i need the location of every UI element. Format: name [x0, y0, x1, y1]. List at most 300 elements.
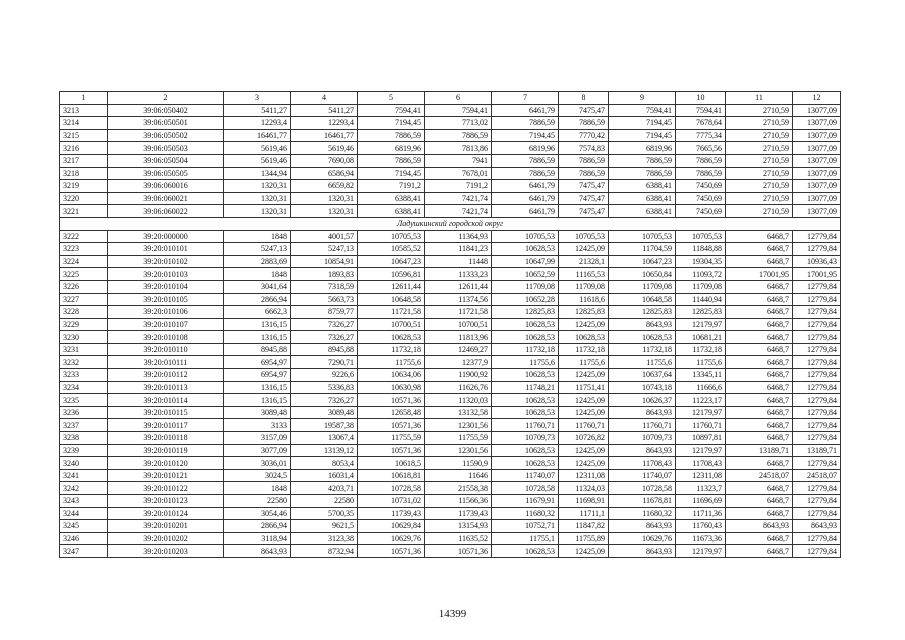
table-cell: 10728,58: [492, 482, 559, 495]
table-cell: 10618,81: [358, 469, 425, 482]
table-cell: 13077,09: [793, 180, 841, 193]
table-cell: 12779,84: [793, 495, 841, 508]
table-cell: 39:20:010105: [108, 293, 224, 306]
table-cell: 11440,94: [676, 293, 726, 306]
table-cell: 7886,59: [358, 154, 425, 167]
table-cell: 10897,81: [676, 432, 726, 445]
column-header: 10: [676, 92, 726, 105]
table-cell: 24518,07: [793, 469, 841, 482]
table-cell: 11618,6: [559, 293, 609, 306]
table-cell: 39:20:010104: [108, 280, 224, 293]
table-cell: 10618,5: [358, 457, 425, 470]
table-cell: 10681,21: [676, 331, 726, 344]
table-cell: 10648,58: [358, 293, 425, 306]
table-cell: 9621,5: [291, 520, 358, 533]
table-cell: 12779,84: [793, 331, 841, 344]
table-cell: 3236: [60, 406, 108, 419]
table-cell: 12179,97: [676, 545, 726, 558]
table-cell: 11755,89: [559, 532, 609, 545]
table-cell: 6468,7: [726, 482, 793, 495]
table-cell: 39:20:010202: [108, 532, 224, 545]
table-cell: 7475,47: [559, 192, 609, 205]
column-header: 5: [358, 92, 425, 105]
table-cell: 6461,79: [492, 192, 559, 205]
table-cell: 2710,59: [726, 154, 793, 167]
table-cell: 11755,59: [358, 432, 425, 445]
table-row: [60, 507, 841, 520]
table-cell: 11709,08: [559, 280, 609, 293]
table-cell: 10629,76: [609, 532, 676, 545]
table-cell: 8643,93: [609, 318, 676, 331]
table-cell: 6468,7: [726, 243, 793, 256]
table-cell: 11680,32: [609, 507, 676, 520]
table-cell: 11848,88: [676, 243, 726, 256]
table-cell: 2710,59: [726, 205, 793, 218]
section-row: [60, 217, 841, 230]
table-cell: 13077,09: [793, 117, 841, 130]
table-cell: 7194,45: [609, 129, 676, 142]
table-cell: 6388,41: [358, 192, 425, 205]
table-cell: 11755,6: [358, 356, 425, 369]
table-cell: 39:06:050502: [108, 129, 224, 142]
table-cell: 7421,74: [425, 192, 492, 205]
table-cell: 39:20:010203: [108, 545, 224, 558]
table-cell: 3223: [60, 243, 108, 256]
table-cell: 12301,56: [425, 419, 492, 432]
table-cell: 7813,86: [425, 142, 492, 155]
table-cell: 11374,56: [425, 293, 492, 306]
table-cell: 8945,88: [224, 343, 291, 356]
table-cell: 7886,59: [609, 167, 676, 180]
table-cell: 3229: [60, 318, 108, 331]
table-cell: 11721,58: [358, 306, 425, 319]
table-cell: 10629,84: [358, 520, 425, 533]
table-cell: 10628,53: [492, 457, 559, 470]
table-cell: 12779,84: [793, 545, 841, 558]
table-cell: 11324,03: [559, 482, 609, 495]
table-cell: 1320,31: [224, 205, 291, 218]
table-cell: 39:20:010114: [108, 394, 224, 407]
table-cell: 3220: [60, 192, 108, 205]
table-cell: 11739,43: [425, 507, 492, 520]
column-header: 8: [559, 92, 609, 105]
table-cell: 6461,79: [492, 104, 559, 117]
column-header: 3: [224, 92, 291, 105]
table-row: [60, 444, 841, 457]
table-cell: 7475,47: [559, 180, 609, 193]
table-row: [60, 104, 841, 117]
table-cell: 7594,41: [609, 104, 676, 117]
table-cell: 11333,23: [425, 268, 492, 281]
table-cell: 7770,42: [559, 129, 609, 142]
table-cell: 11841,23: [425, 243, 492, 256]
table-cell: 10726,82: [559, 432, 609, 445]
table-cell: 39:06:060016: [108, 180, 224, 193]
table-cell: 39:20:010123: [108, 495, 224, 508]
table-cell: 7678,01: [425, 167, 492, 180]
table-cell: 12779,84: [793, 293, 841, 306]
table-cell: 11646: [425, 469, 492, 482]
table-cell: 3233: [60, 369, 108, 382]
table-cell: 39:20:010107: [108, 318, 224, 331]
table-cell: 8945,88: [291, 343, 358, 356]
table-cell: 10628,53: [492, 243, 559, 256]
table-cell: 7450,69: [676, 180, 726, 193]
section-title: Ладушкинский городской округ: [60, 217, 841, 230]
table-cell: 3036,01: [224, 457, 291, 470]
table-cell: 10743,18: [609, 381, 676, 394]
table-cell: 12293,4: [224, 117, 291, 130]
table-cell: 12611,44: [358, 280, 425, 293]
table-cell: 6468,7: [726, 507, 793, 520]
table-cell: 2883,69: [224, 255, 291, 268]
table-cell: 6388,41: [609, 205, 676, 218]
table-cell: 12779,84: [793, 482, 841, 495]
column-header: 7: [492, 92, 559, 105]
table-cell: 11732,18: [676, 343, 726, 356]
table-cell: 6461,79: [492, 205, 559, 218]
table-cell: 1848: [224, 268, 291, 281]
table-cell: 7326,27: [291, 318, 358, 331]
table-cell: 12425,09: [559, 457, 609, 470]
table-cell: 6468,7: [726, 457, 793, 470]
table-cell: 7941: [425, 154, 492, 167]
table-row: [60, 381, 841, 394]
table-cell: 11760,43: [676, 520, 726, 533]
table-cell: 3239: [60, 444, 108, 457]
table-cell: 5663,73: [291, 293, 358, 306]
table-cell: 11755,6: [609, 356, 676, 369]
table-cell: 7775,34: [676, 129, 726, 142]
table-cell: 11760,71: [492, 419, 559, 432]
table-cell: 11323,7: [676, 482, 726, 495]
table-cell: 1848: [224, 230, 291, 243]
table-cell: 11709,08: [492, 280, 559, 293]
table-cell: 6954,97: [224, 369, 291, 382]
table-cell: 10728,58: [609, 482, 676, 495]
column-header: 1: [60, 92, 108, 105]
table-cell: 7886,59: [676, 154, 726, 167]
table-cell: 6468,7: [726, 532, 793, 545]
table-cell: 10705,53: [358, 230, 425, 243]
table-cell: 11165,53: [559, 268, 609, 281]
table-cell: 7886,59: [492, 154, 559, 167]
table-cell: 3228: [60, 306, 108, 319]
table-cell: 11711,1: [559, 507, 609, 520]
table-cell: 5619,46: [224, 154, 291, 167]
table-cell: 3246: [60, 532, 108, 545]
table-cell: 3221: [60, 205, 108, 218]
table-cell: 12779,84: [793, 306, 841, 319]
table-cell: 10628,53: [492, 318, 559, 331]
table-cell: 6468,7: [726, 230, 793, 243]
table-cell: 2710,59: [726, 180, 793, 193]
table-cell: 12425,09: [559, 369, 609, 382]
table-cell: 16461,77: [224, 129, 291, 142]
table-cell: 39:20:010201: [108, 520, 224, 533]
table-cell: 39:06:050505: [108, 167, 224, 180]
table-cell: 12779,84: [793, 532, 841, 545]
table-cell: 12779,84: [793, 419, 841, 432]
table-cell: 16031,4: [291, 469, 358, 482]
table-cell: 7326,27: [291, 394, 358, 407]
table-cell: 11708,43: [609, 457, 676, 470]
table-cell: 39:20:010111: [108, 356, 224, 369]
table-cell: 8643,93: [793, 520, 841, 533]
table-cell: 39:06:050402: [108, 104, 224, 117]
table-cell: 3214: [60, 117, 108, 130]
table-cell: 10728,58: [358, 482, 425, 495]
table-cell: 24518,07: [726, 469, 793, 482]
table-cell: 6468,7: [726, 306, 793, 319]
table-cell: 2710,59: [726, 167, 793, 180]
table-cell: 10628,53: [559, 331, 609, 344]
table-cell: 10571,36: [358, 419, 425, 432]
table-cell: 3234: [60, 381, 108, 394]
column-header: 12: [793, 92, 841, 105]
table-cell: 5619,46: [224, 142, 291, 155]
table-cell: 11709,08: [609, 280, 676, 293]
table-cell: 11847,82: [559, 520, 609, 533]
table-cell: 1344,94: [224, 167, 291, 180]
table-cell: 13345,11: [676, 369, 726, 382]
table-cell: 7665,56: [676, 142, 726, 155]
table-cell: 8643,93: [224, 545, 291, 558]
table-cell: 39:20:010118: [108, 432, 224, 445]
table-cell: 3133: [224, 419, 291, 432]
header-row: [60, 92, 841, 105]
table-cell: 39:06:060021: [108, 192, 224, 205]
table-cell: 39:20:010113: [108, 381, 224, 394]
table-cell: 10628,53: [492, 444, 559, 457]
table-cell: 12611,44: [425, 280, 492, 293]
table-cell: 10705,53: [676, 230, 726, 243]
table-cell: 6468,7: [726, 495, 793, 508]
table-cell: 10650,84: [609, 268, 676, 281]
table-row: [60, 318, 841, 331]
table-cell: 8732,94: [291, 545, 358, 558]
page-number: 14399: [438, 608, 467, 620]
table-cell: 12779,84: [793, 432, 841, 445]
table-cell: 10705,53: [492, 230, 559, 243]
table-cell: 12779,84: [793, 369, 841, 382]
table-cell: 12779,84: [793, 230, 841, 243]
table-cell: 5336,83: [291, 381, 358, 394]
table-cell: 13077,09: [793, 192, 841, 205]
table-cell: 6468,7: [726, 381, 793, 394]
table-row: [60, 117, 841, 130]
table-cell: 39:20:010115: [108, 406, 224, 419]
table-cell: 6468,7: [726, 280, 793, 293]
table-cell: 39:20:010108: [108, 331, 224, 344]
table-cell: 7886,59: [559, 154, 609, 167]
table-cell: 1320,31: [291, 192, 358, 205]
table-cell: 3247: [60, 545, 108, 558]
table-cell: 6468,7: [726, 432, 793, 445]
column-header: 4: [291, 92, 358, 105]
table-cell: 12301,56: [425, 444, 492, 457]
table-cell: 6819,96: [492, 142, 559, 155]
table-cell: 39:20:010110: [108, 343, 224, 356]
table-cell: 11755,6: [492, 356, 559, 369]
table-cell: 11755,6: [676, 356, 726, 369]
table-cell: 39:06:050504: [108, 154, 224, 167]
table-cell: 7318,59: [291, 280, 358, 293]
table-cell: 10652,28: [492, 293, 559, 306]
table-row: [60, 154, 841, 167]
table-cell: 6468,7: [726, 318, 793, 331]
table-cell: 2710,59: [726, 192, 793, 205]
table-cell: 39:20:010101: [108, 243, 224, 256]
table-cell: 10700,51: [358, 318, 425, 331]
table-cell: 12311,08: [676, 469, 726, 482]
table-cell: 12825,83: [609, 306, 676, 319]
table-cell: 1316,15: [224, 394, 291, 407]
table-cell: 3218: [60, 167, 108, 180]
table-cell: 10628,53: [492, 406, 559, 419]
table-cell: 10628,53: [492, 394, 559, 407]
table-cell: 13139,12: [291, 444, 358, 457]
table-cell: 13132,58: [425, 406, 492, 419]
table-row: [60, 356, 841, 369]
table-cell: 11760,71: [559, 419, 609, 432]
table-cell: 11732,18: [609, 343, 676, 356]
table-cell: 7450,69: [676, 205, 726, 218]
table-cell: 11626,76: [425, 381, 492, 394]
table-cell: 12825,83: [492, 306, 559, 319]
table-cell: 7690,08: [291, 154, 358, 167]
table-cell: 11751,41: [559, 381, 609, 394]
table-cell: 1320,31: [224, 192, 291, 205]
table-cell: 12825,83: [559, 306, 609, 319]
table-cell: 6468,7: [726, 356, 793, 369]
table-cell: 3222: [60, 230, 108, 243]
table-row: [60, 394, 841, 407]
table-cell: 2710,59: [726, 129, 793, 142]
table-cell: 6468,7: [726, 545, 793, 558]
table-cell: 13189,71: [793, 444, 841, 457]
table-cell: 7194,45: [492, 129, 559, 142]
table-cell: 3225: [60, 268, 108, 281]
table-cell: 12425,09: [559, 394, 609, 407]
table-cell: 13077,09: [793, 104, 841, 117]
table-cell: 4001,57: [291, 230, 358, 243]
table-cell: 39:20:010122: [108, 482, 224, 495]
table-cell: 6662,3: [224, 306, 291, 319]
table-cell: 13077,09: [793, 129, 841, 142]
table-cell: 3217: [60, 154, 108, 167]
table-cell: 10571,36: [358, 394, 425, 407]
table-cell: 8643,93: [609, 520, 676, 533]
table-cell: 7191,2: [425, 180, 492, 193]
table-cell: 3244: [60, 507, 108, 520]
table-cell: 6819,96: [358, 142, 425, 155]
table-cell: 1316,15: [224, 381, 291, 394]
table-cell: 7886,59: [559, 167, 609, 180]
table-cell: 7475,47: [559, 104, 609, 117]
table-cell: 11635,52: [425, 532, 492, 545]
table-cell: 3054,46: [224, 507, 291, 520]
table-cell: 12469,27: [425, 343, 492, 356]
table-row: [60, 142, 841, 155]
table-row: [60, 268, 841, 281]
table-cell: 17001,95: [793, 268, 841, 281]
table-cell: 2710,59: [726, 117, 793, 130]
table-cell: 7594,41: [676, 104, 726, 117]
table-cell: 21558,38: [425, 482, 492, 495]
table-row: [60, 331, 841, 344]
table-cell: 3077,09: [224, 444, 291, 457]
table-cell: 10648,58: [609, 293, 676, 306]
table-cell: 11748,21: [492, 381, 559, 394]
table-row: [60, 482, 841, 495]
table-cell: 2866,94: [224, 520, 291, 533]
table-cell: 22580: [291, 495, 358, 508]
table-cell: 7886,59: [358, 129, 425, 142]
table-cell: 39:20:010106: [108, 306, 224, 319]
table-row: [60, 495, 841, 508]
table-cell: 6819,96: [609, 142, 676, 155]
table-cell: 17001,95: [726, 268, 793, 281]
table-cell: 3216: [60, 142, 108, 155]
data-table: [59, 91, 841, 558]
table-cell: 7678,64: [676, 117, 726, 130]
table-cell: 11698,91: [559, 495, 609, 508]
table-cell: 12425,09: [559, 545, 609, 558]
table-cell: 12377,9: [425, 356, 492, 369]
table-cell: 10571,36: [358, 545, 425, 558]
table-cell: 39:20:000000: [108, 230, 224, 243]
table-row: [60, 469, 841, 482]
table-cell: 7574,83: [559, 142, 609, 155]
table-cell: 8643,93: [726, 520, 793, 533]
table-cell: 12293,4: [291, 117, 358, 130]
table-cell: 11320,03: [425, 394, 492, 407]
table-cell: 7326,27: [291, 331, 358, 344]
table-cell: 39:06:050501: [108, 117, 224, 130]
table-cell: 10705,53: [609, 230, 676, 243]
table-cell: 11696,69: [676, 495, 726, 508]
table-row: [60, 419, 841, 432]
table-cell: 8759,77: [291, 306, 358, 319]
table-cell: 39:20:010120: [108, 457, 224, 470]
table-cell: 13189,71: [726, 444, 793, 457]
table-cell: 11755,1: [492, 532, 559, 545]
table-cell: 11679,91: [492, 495, 559, 508]
table-cell: 10652,59: [492, 268, 559, 281]
table-cell: 11678,81: [609, 495, 676, 508]
table-cell: 3089,48: [224, 406, 291, 419]
table-cell: 10709,73: [609, 432, 676, 445]
table-cell: 3118,94: [224, 532, 291, 545]
table-cell: 11590,9: [425, 457, 492, 470]
table-cell: 7886,59: [676, 167, 726, 180]
table-cell: 3240: [60, 457, 108, 470]
table-cell: 5411,27: [291, 104, 358, 117]
table-cell: 7421,74: [425, 205, 492, 218]
table-cell: 12779,84: [793, 406, 841, 419]
table-cell: 11760,71: [676, 419, 726, 432]
table-cell: 11755,59: [425, 432, 492, 445]
table-cell: 6468,7: [726, 293, 793, 306]
table-cell: 11732,18: [559, 343, 609, 356]
table-row: [60, 293, 841, 306]
table-cell: 39:20:010103: [108, 268, 224, 281]
table-row: [60, 192, 841, 205]
table-cell: 5247,13: [224, 243, 291, 256]
table-cell: 16461,77: [291, 129, 358, 142]
table-cell: 7194,45: [358, 167, 425, 180]
